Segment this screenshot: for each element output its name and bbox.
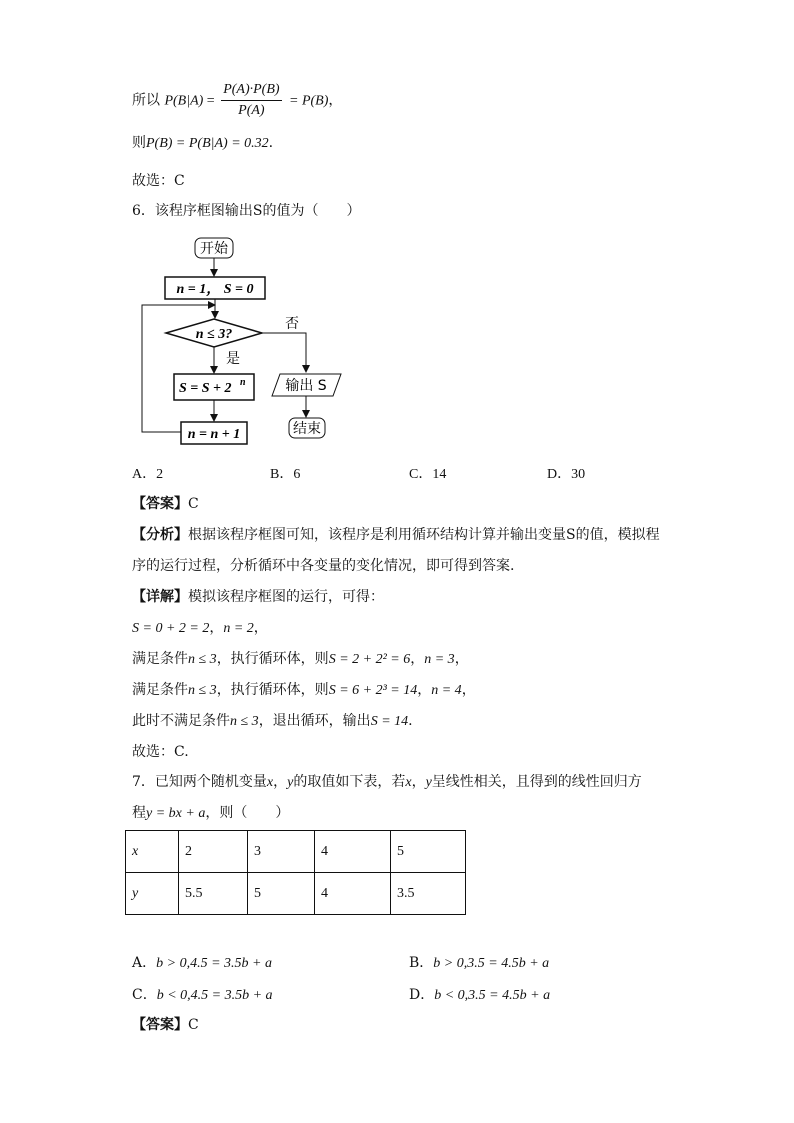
flow-yes-label: 是 (226, 351, 240, 367)
fraction-numerator: P(A)·P(B) (221, 80, 281, 101)
table-cell: 4 (315, 873, 391, 915)
table-row (126, 873, 466, 915)
flow-output-label: 输出 S (285, 378, 327, 394)
analysis-text: 根据该程序框图可知，该程序是利用循环结构计算并输出变量S的值，模拟程 (188, 527, 660, 543)
q6-detail (132, 587, 384, 607)
q7-option-b (409, 952, 549, 972)
math: S = 14 (370, 714, 409, 729)
text: 的取值如下表，若 (293, 774, 406, 790)
math: n = 3 (424, 652, 455, 667)
math: P(B) = P(B|A) = 0.32 (146, 136, 269, 151)
flow-start-label: 开始 (200, 241, 228, 257)
table-cell: 5 (391, 831, 466, 873)
math: n ≤ 3 (230, 714, 259, 729)
punct: . (408, 713, 413, 729)
math: x (405, 775, 412, 790)
table-row (126, 831, 466, 873)
table-cell: 3.5 (391, 873, 466, 915)
punct: ， (253, 620, 268, 636)
text: ，退出循环，输出 (258, 713, 371, 729)
math: n ≤ 3 (188, 652, 217, 667)
fraction-denominator: P(A) (238, 103, 265, 118)
question-7-stem-2 (132, 803, 289, 824)
question-7-stem-1 (132, 772, 642, 793)
option-key: A． (132, 467, 157, 482)
detail-text: 模拟该程序框图的运行，可得： (188, 589, 384, 605)
q6-option-a (132, 463, 163, 483)
text: 7．已知两个随机变量 (132, 774, 267, 790)
text: 满足条件 (132, 651, 188, 667)
flow-body-exponent: n (240, 377, 246, 388)
table-cell: 4 (315, 831, 391, 873)
q6-option-d (547, 463, 585, 483)
table-cell: x (126, 831, 179, 873)
table-cell: y (126, 873, 179, 915)
math: y (425, 775, 432, 790)
table-cell: 5 (248, 873, 315, 915)
text: 呈线性相关，且得到的线性回归方 (431, 774, 642, 790)
math: n = 4 (431, 683, 462, 698)
punct: ， (328, 92, 343, 109)
step-2 (132, 649, 469, 670)
option-value: b < 0,4.5 = 3.5b + a (156, 988, 273, 1003)
flowchart (130, 235, 360, 450)
q7-answer (132, 1015, 199, 1035)
option-key: C． (132, 987, 157, 1003)
text: 程 (132, 805, 146, 821)
table-cell: 2 (179, 831, 248, 873)
math: y = bx + a (146, 806, 206, 821)
option-value: b < 0,3.5 = 4.5b + a (434, 988, 551, 1003)
text: 此时不满足条件 (132, 713, 230, 729)
math-lhs: P(B|A) (164, 93, 204, 109)
option-value: 14 (432, 467, 447, 482)
math: S = 6 + 2³ = 14 (328, 683, 418, 698)
q7-option-d (409, 984, 550, 1004)
option-key: B． (270, 467, 294, 482)
answer-tag: 【答案】 (132, 496, 188, 512)
question-6-stem: 6．该程序框图输出S的值为（ ） (132, 203, 361, 219)
q6-option-c (409, 463, 446, 483)
option-key: B． (409, 955, 434, 971)
flow-no-label: 否 (285, 316, 299, 332)
flow-inc-label: n = n + 1 (187, 427, 241, 442)
analysis-tag: 【分析】 (132, 527, 188, 543)
math: n ≤ 3 (188, 683, 217, 698)
text: ，执行循环体，则 (216, 682, 329, 698)
punct: ， (410, 651, 425, 667)
answer-choice-line: 故选：C (132, 173, 185, 189)
table-cell: 5.5 (179, 873, 248, 915)
option-key: D． (547, 467, 572, 482)
punct: ， (461, 682, 476, 698)
q7-option-a (132, 952, 272, 972)
flow-init-label: n = 1， S = 0 (176, 282, 254, 297)
table-cell: 3 (248, 831, 315, 873)
punct: ， (209, 620, 224, 636)
formula-line-2 (132, 133, 273, 154)
step-1 (132, 618, 268, 639)
q6-answer (132, 494, 199, 514)
math: x (266, 775, 274, 790)
q6-option-b (270, 463, 300, 483)
math-rhs: = P(B) (289, 93, 329, 109)
punct: ， (273, 774, 288, 790)
text: 则 (132, 135, 146, 151)
detail-tag: 【详解】 (132, 589, 188, 605)
punct: ， (454, 651, 469, 667)
option-value: 2 (156, 467, 164, 482)
step-4 (132, 711, 413, 732)
formula-line-1: 所以 P(B|A) = $\frac{P(A)\cdot P(B)}{P(A)}$ = P(B)， (132, 80, 342, 121)
answer-value: C (188, 1017, 199, 1033)
option-value: 30 (571, 467, 586, 482)
option-value: b > 0,3.5 = 4.5b + a (433, 956, 550, 971)
flow-end-label: 结束 (293, 421, 321, 437)
text: ，则（ ） (205, 805, 290, 821)
answer-value: C (188, 496, 199, 512)
math: y (287, 775, 294, 790)
xy-table (125, 830, 466, 915)
punct: . (268, 135, 274, 151)
math: S = 2 + 2² = 6 (328, 652, 411, 667)
fraction (221, 80, 281, 121)
text: 满足条件 (132, 682, 188, 698)
q6-analysis-2: 序的运行过程，分析循环中各变量的变化情况，即可得到答案. (132, 558, 515, 574)
option-value: b > 0,4.5 = 3.5b + a (156, 956, 272, 971)
option-key: D． (409, 987, 435, 1003)
flow-decision-label: n ≤ 3? (195, 327, 233, 342)
step-3 (132, 680, 476, 701)
flow-body-label: S = S + 2 (179, 381, 232, 396)
option-key: A． (132, 955, 157, 971)
q7-option-c (132, 984, 273, 1004)
option-key: C． (409, 467, 433, 482)
math: S = 0 + 2 = 2 (132, 621, 210, 636)
option-value: 6 (293, 467, 301, 482)
punct: ， (411, 774, 426, 790)
q6-final: 故选：C. (132, 744, 189, 760)
punct: ， (417, 682, 432, 698)
answer-tag: 【答案】 (132, 1017, 188, 1033)
text: 所以 (132, 92, 160, 109)
text: ，执行循环体，则 (216, 651, 329, 667)
q6-analysis-1 (132, 525, 660, 545)
math: n = 2 (223, 621, 254, 636)
